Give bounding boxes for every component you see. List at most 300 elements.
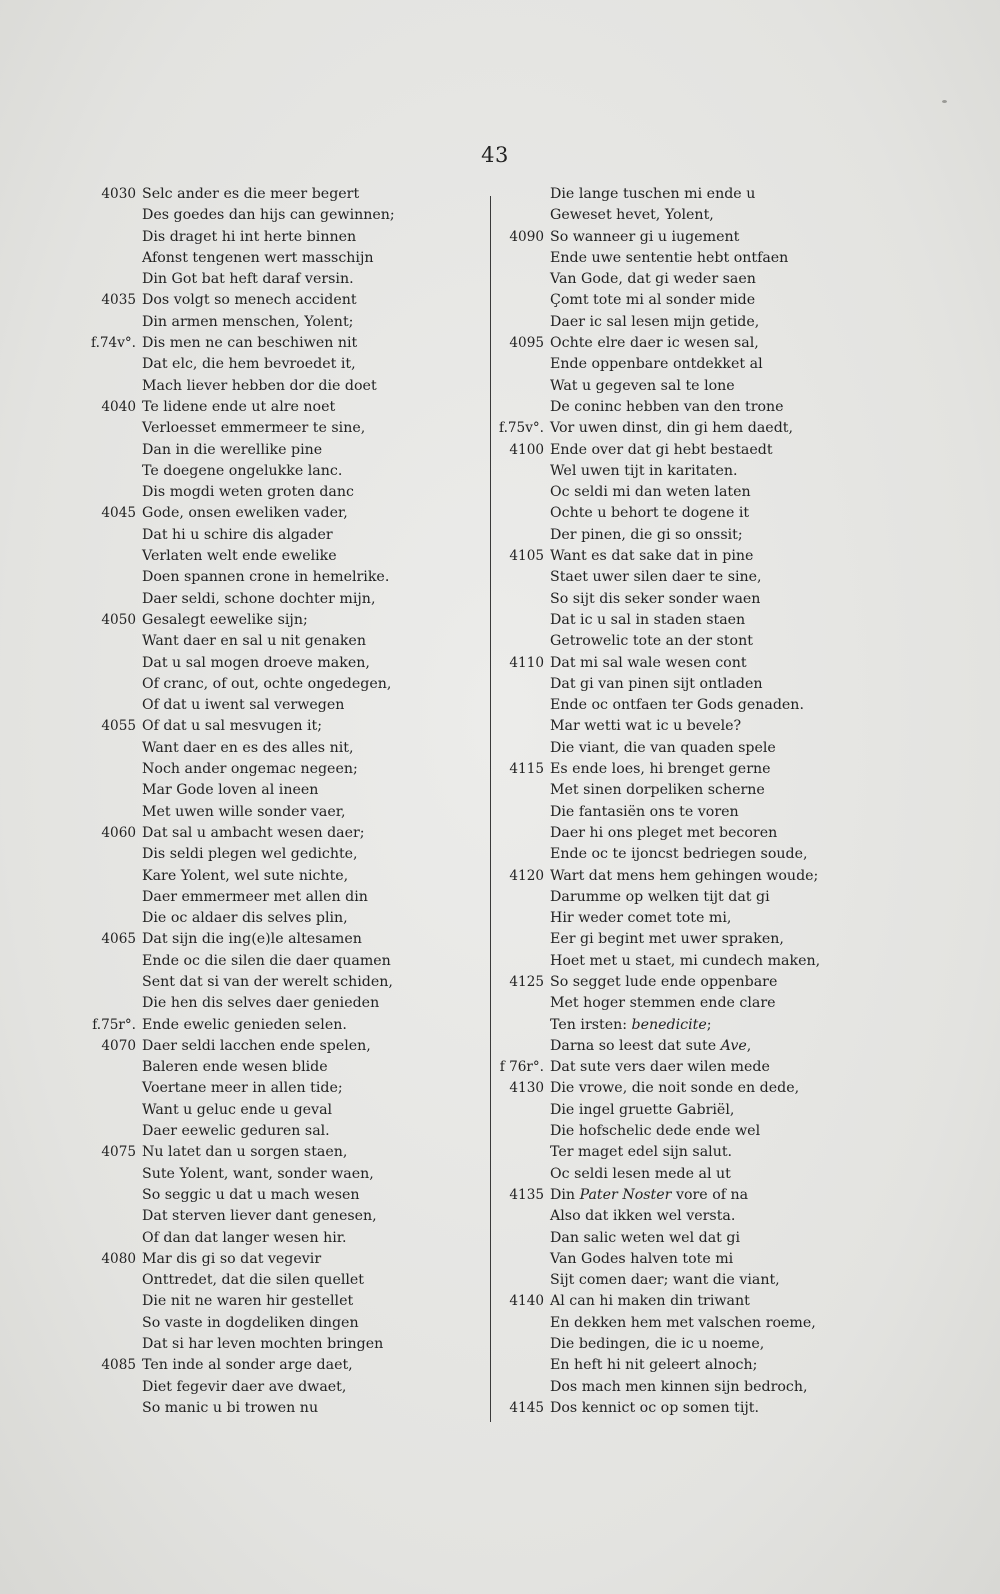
verse-text-main: Die vrowe, die noit sonde en dede, bbox=[550, 1080, 800, 1097]
verse-line bbox=[482, 1185, 827, 1206]
verse-text bbox=[142, 290, 415, 311]
verse-text bbox=[142, 184, 415, 205]
verse-line bbox=[70, 503, 415, 524]
verse-text bbox=[142, 823, 415, 844]
verse-text bbox=[142, 1313, 415, 1334]
verse-text bbox=[550, 866, 827, 887]
verse-text bbox=[142, 269, 415, 290]
verse-line bbox=[482, 546, 827, 567]
verse-line bbox=[70, 866, 415, 887]
verse-line bbox=[70, 1078, 415, 1099]
verse-line bbox=[482, 972, 827, 993]
verse-line bbox=[70, 1313, 415, 1334]
verse-text bbox=[142, 1164, 415, 1185]
verse-text bbox=[550, 1142, 827, 1163]
verse-line bbox=[482, 1291, 827, 1312]
verse-text-main: Dos kennict oc op somen tijt. bbox=[550, 1399, 759, 1416]
verse-line bbox=[70, 227, 415, 248]
verse-text bbox=[550, 461, 827, 482]
verse-text-main: Mach liever hebben dor die doet bbox=[142, 377, 377, 394]
verse-text-main: So vaste in dogdeliken dingen bbox=[142, 1314, 359, 1331]
verse-text bbox=[550, 1291, 827, 1312]
verse-text bbox=[142, 397, 415, 418]
verse-text-main: Daer ic sal lesen mijn getide, bbox=[550, 313, 760, 330]
verse-text-main: Darna so leest dat sute bbox=[550, 1037, 721, 1054]
verse-text bbox=[142, 205, 415, 226]
verse-line bbox=[482, 1355, 827, 1376]
verse-text bbox=[142, 1334, 415, 1355]
verse-text bbox=[550, 695, 827, 716]
verse-text bbox=[142, 631, 415, 652]
verse-text bbox=[550, 1057, 827, 1078]
verse-text-main: Die bedingen, die ic u noeme, bbox=[550, 1336, 765, 1353]
verse-line bbox=[70, 1206, 415, 1227]
verse-text-main: Dat gi van pinen sijt ontladen bbox=[550, 675, 763, 692]
verse-line bbox=[482, 1078, 827, 1099]
verse-text-main: Dat hi u schire dis algader bbox=[142, 526, 333, 543]
verse-line bbox=[482, 738, 827, 759]
verse-text-main: Hir weder comet tote mi, bbox=[550, 910, 732, 927]
verse-line bbox=[482, 951, 827, 972]
verse-line bbox=[70, 333, 415, 354]
verse-text-after: vore of na bbox=[671, 1186, 749, 1203]
verse-line bbox=[482, 503, 827, 524]
verse-text-main: Dat sute vers daer wilen mede bbox=[550, 1059, 770, 1076]
line-number: 4035 bbox=[101, 292, 136, 309]
verse-text bbox=[550, 631, 827, 652]
paper-speck bbox=[942, 100, 947, 103]
verse-line bbox=[70, 929, 415, 950]
verse-text-main: Dis draget hi int herte binnen bbox=[142, 228, 357, 245]
verse-text-main: Of dat u iwent sal verwegen bbox=[142, 697, 345, 714]
verse-text bbox=[142, 1355, 415, 1376]
verse-text bbox=[142, 525, 415, 546]
verse-line bbox=[482, 929, 827, 950]
verse-text-main: Oc seldi lesen mede al ut bbox=[550, 1165, 731, 1182]
verse-line bbox=[482, 1036, 827, 1057]
verse-text-main: Te lidene ende ut alre noet bbox=[142, 398, 336, 415]
verse-text bbox=[142, 1142, 415, 1163]
line-number: 4065 bbox=[101, 931, 136, 948]
verse-text-main: Daer seldi, schone dochter mijn, bbox=[142, 590, 376, 607]
verse-text-main: Ende oc die silen die daer quamen bbox=[142, 952, 391, 969]
verse-text-main: Des goedes dan hijs can gewinnen; bbox=[142, 207, 395, 224]
verse-text bbox=[142, 440, 415, 461]
verse-text-main: Sute Yolent, want, sonder waen, bbox=[142, 1165, 374, 1182]
verse-text bbox=[142, 1206, 415, 1227]
verse-text-main: Dat sal u ambacht wesen daer; bbox=[142, 824, 365, 841]
verse-text bbox=[142, 908, 415, 929]
verse-text bbox=[550, 653, 827, 674]
verse-text bbox=[550, 610, 827, 631]
verse-text bbox=[550, 567, 827, 588]
verse-text-main: Dat ic u sal in staden staen bbox=[550, 611, 746, 628]
verse-text-main: Diet fegevir daer ave dwaet, bbox=[142, 1378, 347, 1395]
verse-text bbox=[142, 546, 415, 567]
verse-text-main: Wart dat mens hem gehingen woude; bbox=[550, 867, 819, 884]
verse-text-main: Onttredet, dat die silen quellet bbox=[142, 1272, 365, 1289]
line-number: 4110 bbox=[509, 654, 544, 671]
verse-text-main: Dis men ne can beschiwen nit bbox=[142, 335, 358, 352]
verse-text bbox=[550, 376, 827, 397]
verse-text bbox=[550, 440, 827, 461]
verse-line bbox=[482, 440, 827, 461]
verse-text-main: Ochte u behort te dogene it bbox=[550, 505, 750, 522]
right-column bbox=[482, 184, 827, 1419]
verse-line bbox=[482, 1100, 827, 1121]
verse-line bbox=[70, 1249, 415, 1270]
line-number: 4095 bbox=[509, 335, 544, 352]
verse-text bbox=[550, 589, 827, 610]
line-number: 4090 bbox=[509, 228, 544, 245]
verse-text bbox=[142, 589, 415, 610]
verse-line bbox=[482, 610, 827, 631]
verse-line bbox=[482, 1249, 827, 1270]
verse-line bbox=[482, 1398, 827, 1419]
verse-line bbox=[70, 759, 415, 780]
verse-line bbox=[482, 759, 827, 780]
verse-text-main: Ende uwe sententie hebt ontfaen bbox=[550, 249, 789, 266]
verse-text-main: Dat u sal mogen droeve maken, bbox=[142, 654, 370, 671]
verse-text bbox=[550, 759, 827, 780]
verse-line bbox=[70, 908, 415, 929]
verse-text bbox=[550, 248, 827, 269]
verse-line bbox=[482, 1228, 827, 1249]
verse-text bbox=[550, 1334, 827, 1355]
verse-text bbox=[550, 823, 827, 844]
line-number: 4100 bbox=[509, 441, 544, 458]
verse-text-main: Die lange tuschen mi ende u bbox=[550, 186, 756, 202]
verse-text-main: Gode, onsen eweliken vader, bbox=[142, 505, 348, 522]
verse-line bbox=[70, 525, 415, 546]
verse-text-main: So seggic u dat u mach wesen bbox=[142, 1186, 360, 1203]
verse-line bbox=[482, 1270, 827, 1291]
verse-text-italic: Ave bbox=[720, 1037, 747, 1054]
verse-line bbox=[482, 1164, 827, 1185]
verse-text bbox=[550, 1036, 827, 1057]
verse-text bbox=[142, 482, 415, 503]
verse-line bbox=[70, 205, 415, 226]
verse-line bbox=[70, 1228, 415, 1249]
verse-line bbox=[70, 248, 415, 269]
line-number: 4050 bbox=[101, 611, 136, 628]
verse-text bbox=[550, 333, 827, 354]
verse-line bbox=[482, 354, 827, 375]
verse-text bbox=[142, 1377, 415, 1398]
verse-text bbox=[550, 269, 827, 290]
verse-line bbox=[482, 1206, 827, 1227]
verse-text-main: Daer seldi lacchen ende spelen, bbox=[142, 1037, 371, 1054]
verse-text bbox=[550, 205, 827, 226]
verse-text-main: En heft hi nit geleert alnoch; bbox=[550, 1357, 758, 1374]
verse-text bbox=[142, 844, 415, 865]
verse-text bbox=[142, 993, 415, 1014]
verse-text-main: Çomt tote mi al sonder mide bbox=[550, 292, 756, 309]
verse-line bbox=[482, 695, 827, 716]
verse-line bbox=[70, 589, 415, 610]
verse-line bbox=[70, 269, 415, 290]
verse-line bbox=[70, 1185, 415, 1206]
verse-text-main: Nu latet dan u sorgen staen, bbox=[142, 1144, 348, 1161]
verse-text-main: En dekken hem met valschen roeme, bbox=[550, 1314, 816, 1331]
verse-text bbox=[550, 290, 827, 311]
verse-text bbox=[550, 908, 827, 929]
verse-text-main: Ende oc ontfaen ter Gods genaden. bbox=[550, 697, 804, 714]
verse-text-main: Daer hi ons pleget met becoren bbox=[550, 824, 778, 841]
verse-text-main: Want es dat sake dat in pine bbox=[550, 548, 754, 565]
verse-text-main: Ende oc te ijoncst bedriegen soude, bbox=[550, 846, 808, 863]
verse-line bbox=[70, 461, 415, 482]
verse-line bbox=[70, 1355, 415, 1376]
verse-text bbox=[550, 184, 827, 205]
verse-line bbox=[482, 1121, 827, 1142]
verse-line bbox=[70, 695, 415, 716]
verse-text-main: Met hoger stemmen ende clare bbox=[550, 995, 776, 1012]
verse-text bbox=[550, 780, 827, 801]
verse-text-main: Of dan dat langer wesen hir. bbox=[142, 1229, 347, 1246]
verse-line bbox=[482, 1015, 827, 1036]
verse-line bbox=[70, 482, 415, 503]
verse-text-main: Dos mach men kinnen sijn bedroch, bbox=[550, 1378, 808, 1395]
verse-line bbox=[482, 716, 827, 737]
verse-text-main: Die oc aldaer dis selves plin, bbox=[142, 910, 348, 927]
verse-text bbox=[142, 951, 415, 972]
verse-text bbox=[550, 802, 827, 823]
verse-text bbox=[142, 759, 415, 780]
verse-text-main: Noch ander ongemac negeen; bbox=[142, 761, 358, 778]
verse-text bbox=[550, 1100, 827, 1121]
verse-text bbox=[550, 951, 827, 972]
verse-text bbox=[550, 354, 827, 375]
verse-text bbox=[550, 929, 827, 950]
verse-line bbox=[70, 610, 415, 631]
verse-text bbox=[142, 333, 415, 354]
verse-line bbox=[70, 1291, 415, 1312]
verse-text-italic: Pater Noster bbox=[579, 1186, 672, 1203]
verse-line bbox=[482, 312, 827, 333]
verse-line bbox=[482, 376, 827, 397]
verse-line bbox=[482, 567, 827, 588]
verse-line bbox=[482, 525, 827, 546]
verse-line bbox=[70, 1398, 415, 1419]
line-number: 4130 bbox=[509, 1080, 544, 1097]
verse-text-main: Te doegene ongelukke lanc. bbox=[142, 462, 343, 479]
verse-line bbox=[70, 1121, 415, 1142]
verse-line bbox=[482, 802, 827, 823]
verse-text bbox=[142, 567, 415, 588]
verse-line bbox=[482, 461, 827, 482]
verse-text-main: Met uwen wille sonder vaer, bbox=[142, 803, 346, 820]
verse-text-main: Getrowelic tote an der stont bbox=[550, 633, 753, 650]
verse-text-main: Sent dat si van der werelt schiden, bbox=[142, 973, 393, 990]
verse-line bbox=[70, 674, 415, 695]
verse-text-main: Of cranc, of out, ochte ongedegen, bbox=[142, 675, 392, 692]
verse-text-main: Baleren ende wesen blide bbox=[142, 1059, 328, 1076]
verse-text bbox=[550, 312, 827, 333]
verse-line bbox=[70, 1036, 415, 1057]
verse-text-main: Dan salic weten wel dat gi bbox=[550, 1229, 740, 1246]
verse-text bbox=[142, 674, 415, 695]
verse-line bbox=[70, 567, 415, 588]
verse-text bbox=[550, 738, 827, 759]
verse-text-main: Verloesset emmermeer te sine, bbox=[142, 420, 366, 437]
verse-text bbox=[550, 397, 827, 418]
verse-text bbox=[142, 312, 415, 333]
page-number: 43 bbox=[481, 143, 509, 167]
verse-text bbox=[142, 1398, 415, 1419]
verse-text-main: Mar Gode loven al ineen bbox=[142, 782, 319, 799]
verse-text bbox=[142, 716, 415, 737]
verse-line bbox=[70, 290, 415, 311]
verse-line bbox=[70, 1334, 415, 1355]
verse-line bbox=[70, 1164, 415, 1185]
verse-text bbox=[142, 738, 415, 759]
verse-line bbox=[482, 780, 827, 801]
line-number: 4060 bbox=[101, 824, 136, 841]
verse-text-main: Die hofschelic dede ende wel bbox=[550, 1123, 761, 1140]
verse-line bbox=[70, 418, 415, 439]
verse-line bbox=[482, 205, 827, 226]
line-number: f.75r°. bbox=[92, 1016, 136, 1033]
verse-text bbox=[142, 1228, 415, 1249]
line-number: 4120 bbox=[509, 867, 544, 884]
verse-text bbox=[142, 503, 415, 524]
verse-text bbox=[142, 1270, 415, 1291]
verse-text-main: So manic u bi trowen nu bbox=[142, 1399, 319, 1416]
verse-text bbox=[142, 376, 415, 397]
verse-text-main: Die ingel gruette Gabriël, bbox=[550, 1101, 735, 1118]
verse-text bbox=[550, 525, 827, 546]
verse-line bbox=[482, 1377, 827, 1398]
verse-text-main: Din bbox=[550, 1186, 580, 1203]
verse-text bbox=[550, 1164, 827, 1185]
verse-text bbox=[550, 546, 827, 567]
verse-line bbox=[482, 482, 827, 503]
verse-text-main: Al can hi maken din triwant bbox=[550, 1293, 750, 1310]
verse-text bbox=[142, 418, 415, 439]
verse-text bbox=[142, 461, 415, 482]
verse-text-main: Ende over dat gi hebt bestaedt bbox=[550, 441, 773, 458]
line-number: 4115 bbox=[509, 761, 544, 778]
verse-text-main: Daer eewelic geduren sal. bbox=[142, 1123, 330, 1140]
verse-text bbox=[142, 1121, 415, 1142]
verse-line bbox=[482, 290, 827, 311]
line-number: 4070 bbox=[101, 1037, 136, 1054]
verse-line bbox=[70, 823, 415, 844]
verse-text bbox=[550, 227, 827, 248]
verse-line bbox=[482, 887, 827, 908]
line-number: 4125 bbox=[509, 973, 544, 990]
verse-line bbox=[482, 653, 827, 674]
verse-text-main: Staet uwer silen daer te sine, bbox=[550, 569, 762, 586]
line-number: 4135 bbox=[509, 1186, 544, 1203]
verse-text-italic: benedicite bbox=[631, 1016, 707, 1033]
verse-text-main: Van Godes halven tote mi bbox=[550, 1250, 734, 1267]
verse-text bbox=[142, 227, 415, 248]
verse-line bbox=[70, 972, 415, 993]
verse-line bbox=[482, 248, 827, 269]
verse-text bbox=[550, 1015, 827, 1036]
verse-line bbox=[70, 951, 415, 972]
verse-line bbox=[482, 844, 827, 865]
verse-text bbox=[550, 1377, 827, 1398]
verse-line bbox=[482, 1142, 827, 1163]
verse-text-main: Darumme op welken tijt dat gi bbox=[550, 888, 770, 905]
verse-text-main: Die viant, die van quaden spele bbox=[550, 739, 776, 756]
verse-text bbox=[550, 1228, 827, 1249]
verse-line bbox=[482, 993, 827, 1014]
verse-text-main: Die fantasiën ons te voren bbox=[550, 803, 739, 820]
verse-text-main: Ter maget edel sijn salut. bbox=[550, 1144, 733, 1161]
verse-text bbox=[142, 780, 415, 801]
verse-text-main: Of dat u sal mesvugen it; bbox=[142, 718, 323, 735]
verse-text-main: So segget lude ende oppenbare bbox=[550, 973, 778, 990]
verse-text-main: Dat sterven liever dant genesen, bbox=[142, 1208, 377, 1225]
verse-line bbox=[70, 1057, 415, 1078]
verse-text-main: Met sinen dorpeliken scherne bbox=[550, 782, 765, 799]
verse-text bbox=[550, 503, 827, 524]
verse-text-main: Dis seldi plegen wel gedichte, bbox=[142, 846, 358, 863]
verse-text bbox=[142, 1015, 415, 1036]
line-number: 4080 bbox=[101, 1250, 136, 1267]
verse-text bbox=[142, 1057, 415, 1078]
verse-text-main: Sijt comen daer; want die viant, bbox=[550, 1272, 780, 1289]
verse-line bbox=[482, 184, 827, 205]
verse-text-main: Die hen dis selves daer genieden bbox=[142, 995, 380, 1012]
verse-text bbox=[550, 418, 827, 439]
verse-line bbox=[70, 887, 415, 908]
verse-text-main: Voertane meer in allen tide; bbox=[142, 1080, 343, 1097]
verse-text bbox=[550, 674, 827, 695]
verse-text-after: , bbox=[746, 1037, 752, 1054]
verse-line bbox=[482, 674, 827, 695]
verse-text bbox=[550, 1398, 827, 1419]
verse-text-main: Wel uwen tijt in karitaten. bbox=[550, 462, 738, 479]
verse-line bbox=[482, 589, 827, 610]
verse-text-main: De coninc hebben van den trone bbox=[550, 398, 784, 415]
line-number: f.75v°. bbox=[499, 420, 544, 437]
line-number: 4055 bbox=[101, 718, 136, 735]
line-number: 4045 bbox=[101, 505, 136, 522]
verse-text-main: Doen spannen crone in hemelrike. bbox=[142, 569, 390, 586]
verse-text-main: Mar dis gi so dat vegevir bbox=[142, 1250, 322, 1267]
verse-line bbox=[482, 1057, 827, 1078]
verse-text bbox=[142, 248, 415, 269]
verse-text bbox=[550, 1121, 827, 1142]
verse-text-main: Dat sijn die ing(e)le altesamen bbox=[142, 931, 362, 948]
verse-line bbox=[482, 1334, 827, 1355]
verse-text-main: Die nit ne waren hir gestellet bbox=[142, 1293, 354, 1310]
verse-text bbox=[142, 1185, 415, 1206]
line-number: 4040 bbox=[101, 398, 136, 415]
verse-text bbox=[550, 1270, 827, 1291]
line-number: f.74v°. bbox=[91, 335, 136, 352]
verse-line bbox=[482, 908, 827, 929]
verse-text-main: Geweset hevet, Yolent, bbox=[550, 207, 714, 224]
verse-text bbox=[142, 1249, 415, 1270]
verse-line bbox=[70, 1100, 415, 1121]
verse-text-main: Oc seldi mi dan weten laten bbox=[550, 484, 751, 501]
verse-text bbox=[550, 1206, 827, 1227]
verse-line bbox=[70, 184, 415, 205]
verse-line bbox=[482, 333, 827, 354]
verse-text-main: Selc ander es die meer begert bbox=[142, 186, 360, 202]
verse-text bbox=[142, 972, 415, 993]
verse-line bbox=[70, 1377, 415, 1398]
left-column bbox=[70, 184, 415, 1419]
line-number: 4075 bbox=[101, 1144, 136, 1161]
verse-text-main: Afonst tengenen wert masschijn bbox=[142, 249, 374, 266]
